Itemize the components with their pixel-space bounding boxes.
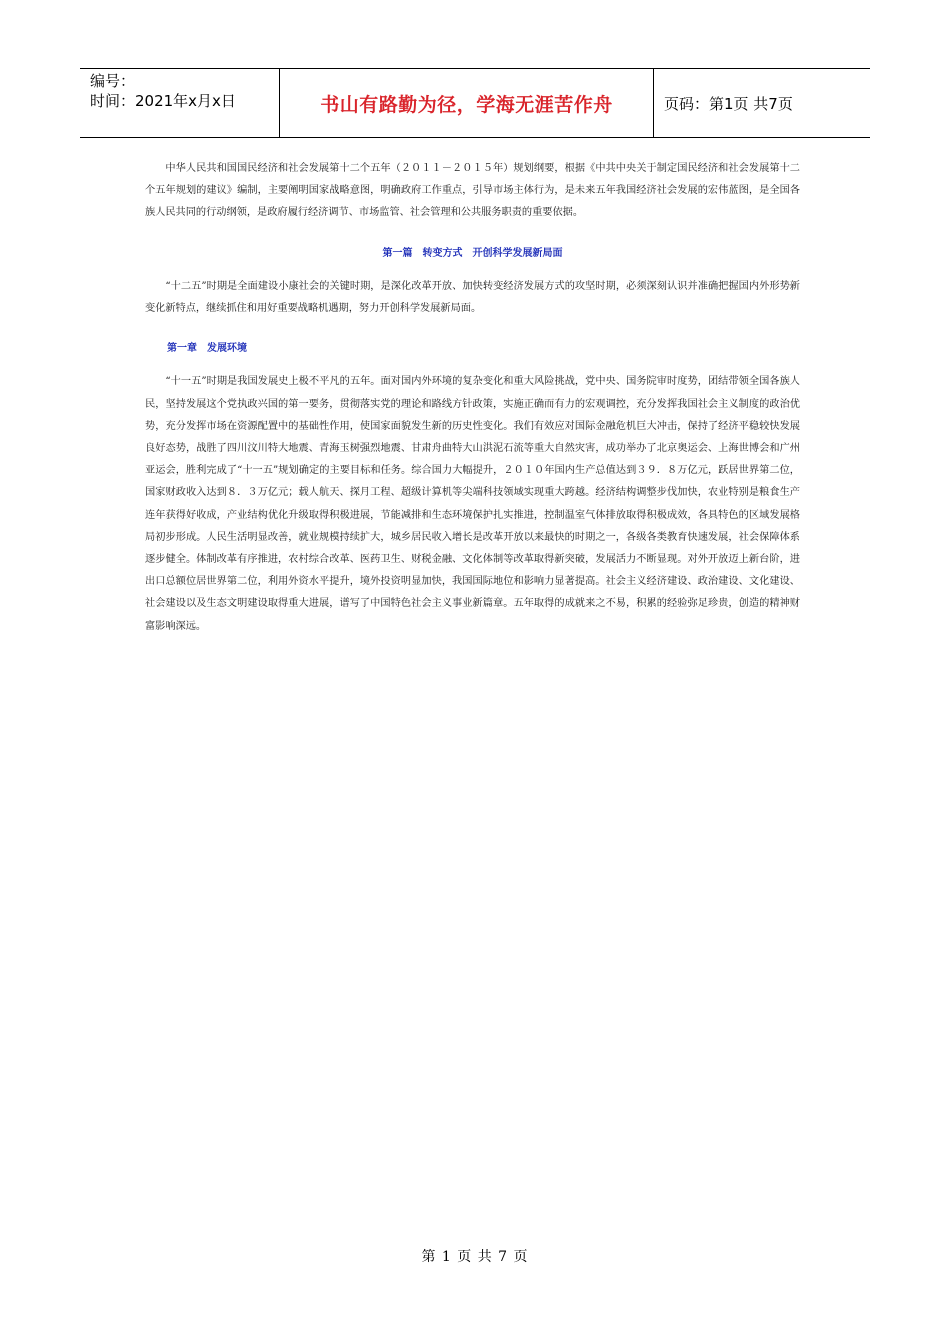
part-paragraph: “十二五”时期是全面建设小康社会的关键时期，是深化改革开放、加快转变经济发展方式的攻坚时期，必须深刻认识并准确把握国内外形势新变化新特点，继续抓住和用好重要战略机遇期，努力开创科学发展新局面。 [145, 280, 800, 315]
spacer [145, 320, 800, 328]
document-body [145, 158, 800, 638]
intro-paragraph: 中华人民共和国国民经济和社会发展第十二个五年（２０１１－２０１５年）规划纲要，根据《中共中央关于制定国民经济和社会发展第十二个五年规划的建议》编制，主要阐明国家战略意图，明确政府工作重点，引导市场主体行为，是未来五年我国经济社会发展的宏伟蓝图，是全国各族人民共同的行动纲领，是政府履行经济调节、市场监管、社会管理和公共服务职责的重要依据。 [145, 163, 800, 219]
header-page-info: 页码：第1页 共7页 [664, 94, 793, 113]
header-motto: 书山有路勤为径，学海无涯苦作舟 [280, 69, 654, 137]
page-footer: 第 1 页 共 7 页 [421, 1249, 529, 1265]
document-number-label: 编号： [90, 72, 136, 90]
part-title: 第一篇 转变方式 开创科学发展新局面 [382, 247, 563, 259]
chapter-title: 第一章 发展环境 [167, 343, 247, 355]
chapter-paragraph: “十一五”时期是我国发展史上极不平凡的五年。面对国内外环境的复杂变化和重大风险挑战，党中央、国务院审时度势，团结带领全国各族人民，坚持发展这个党执政兴国的第一要务，贯彻落实党的理论和路线方针政策，实施正确而有力的宏观调控，充分发挥我国社会主义制度的政治优势，充分发挥市场在资源配置中的基础性作用，使国家面貌发生新的历史性变化。我们有效应对国际金融危机巨大冲击，保持了经济平稳较快发展良好态势，战胜了四川汶川特大地震、青海玉树强烈地震、甘肃舟曲特大山洪泥石流等重大自然灾害，成功举办了北京奥运会、上海世博会和广州亚运会，胜利完成了“十一五”规划确定的主要目标和任务。综合国力大幅提升，２０１０年国内生产总值达到３９．８万亿元，跃居世界第二位，国家财政收入达到８．３万亿元；载人航天、探月工程、超级计算机等尖端科技领域实现重大跨越。经济结构调整步伐加快，农业特别是粮食生产连年获得好收成，产业结构优化升级取得积极进展，节能减排和生态环境保护扎实推进，控制温室气体排放取得积极成效，各具特色的区域发展格局初步形成。人民生活明显改善，就业规模持续扩大，城乡居民收入增长是改革开放以来最快的时期之一，各级各类教育快速发展，社会保障体系逐步健全。体制改革有序推进，农村综合改革、医药卫生、财税金融、文化体制等改革取得新突破，发展活力不断显现。对外开放迈上新台阶，进出口总额位居世界第二位，利用外资水平提升，境外投资明显加快，我国国际地位和影响力显著提高。社会主义经济建设、政治建设、文化建设、社会建设以及生态文明建设取得重大进展，谱写了中国特色社会主义事业新篇章。五年取得的成就来之不易，积累的经验弥足珍贵，创造的精神财富影响深远。 [145, 376, 800, 632]
header-meta [80, 69, 280, 137]
page-header [80, 68, 870, 138]
spacer [145, 225, 800, 233]
document-date-label: 时间：2021年x月x日 [90, 92, 236, 110]
